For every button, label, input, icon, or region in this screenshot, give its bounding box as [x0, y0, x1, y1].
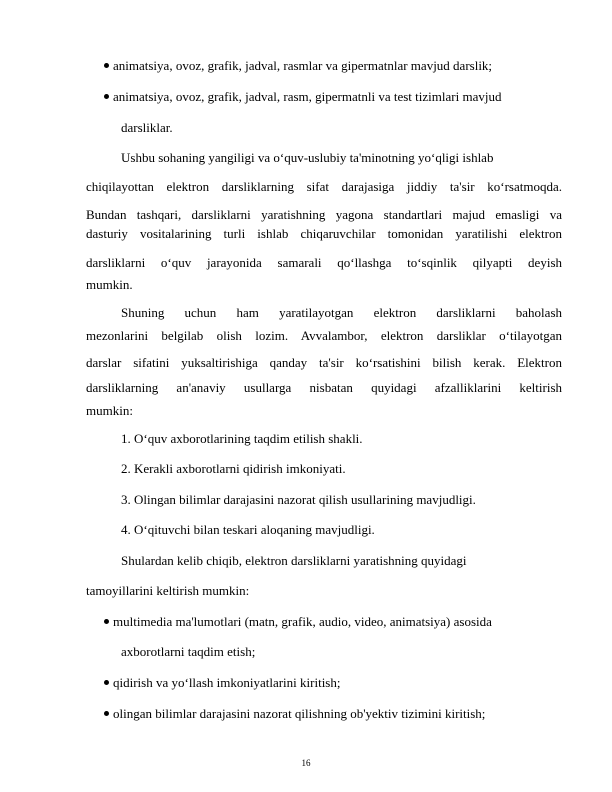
numbered-item: 1. O‘quv axborotlarining taqdim etilish shakli. — [121, 431, 363, 446]
bullet-dot-icon — [104, 63, 109, 68]
paragraph-line: Ushbu sohaning yangiligi va o‘quv-uslubiy ta'minotning yo‘qligi ishlab — [121, 150, 494, 165]
paragraph-line: mezonlarini belgilab olish lozim. Avvalambor, elektron darsliklar o‘tilayotgan — [86, 328, 562, 343]
paragraph-line: chiqilayottan elektron darsliklarning sifat darajasiga jiddiy ta'sir ko‘rsatmoqda. — [86, 179, 562, 194]
paragraph-line: Shulardan kelib chiqib, elektron darsliklarni yaratishning quyidagi — [121, 553, 467, 568]
numbered-item: 4. O‘qituvchi bilan teskari aloqaning mavjudligi. — [121, 522, 375, 537]
paragraph-line: darsliklarning an'anaviy usullarga nisbatan quyidagi afzalliklarini keltirish — [86, 380, 562, 395]
bullet-dot-icon — [104, 94, 109, 99]
bullet-text-continuation: darsliklar. — [121, 120, 173, 135]
numbered-item: 3. Olingan bilimlar darajasini nazorat qilish usullarining mavjudligi. — [121, 492, 476, 507]
bullet-dot-icon — [104, 680, 109, 685]
paragraph-line: Shuning uchun ham yaratilayotgan elektron darsliklarni baholash — [121, 305, 562, 320]
numbered-item: 2. Kerakli axborotlarni qidirish imkoniyati. — [121, 461, 346, 476]
paragraph-line: darslar sifatini yuksaltirishiga qanday ta'sir ko‘rsatishini bilish kerak. Elektron — [86, 355, 562, 370]
bullet-text: animatsiya, ovoz, grafik, jadval, rasm, gipermatnli va test tizimlari mavjud — [113, 89, 502, 104]
bullet-text: qidirish va yo‘llash imkoniyatlarini kiritish; — [113, 675, 341, 690]
bullet-dot-icon — [104, 619, 109, 624]
bullet-dot-icon — [104, 711, 109, 716]
paragraph-line: mumkin. — [86, 277, 133, 292]
bullet-text: olingan bilimlar darajasini nazorat qilishning ob'yektiv tizimini kiritish; — [113, 706, 486, 721]
paragraph-line: tamoyillarini keltirish mumkin: — [86, 583, 250, 598]
paragraph-line: dasturiy vositalarining turli ishlab chiqaruvchilar tomonidan yaratilishi elektron — [86, 226, 562, 241]
paragraph-line: darsliklarni o‘quv jarayonida samarali qo‘llashga to‘sqinlik qilyapti deyish — [86, 255, 562, 270]
bullet-text-continuation: axborotlarni taqdim etish; — [121, 644, 256, 659]
bullet-text: multimedia ma'lumotlari (matn, grafik, audio, video, animatsiya) asosida — [113, 614, 492, 629]
paragraph-line: Bundan tashqari, darsliklarni yaratishning yagona standartlari majud emasligi va — [86, 207, 562, 222]
paragraph-line: mumkin: — [86, 403, 133, 418]
bullet-text: animatsiya, ovoz, grafik, jadval, rasmlar va gipermatnlar mavjud darslik; — [113, 58, 493, 73]
page-number: 16 — [301, 758, 311, 768]
